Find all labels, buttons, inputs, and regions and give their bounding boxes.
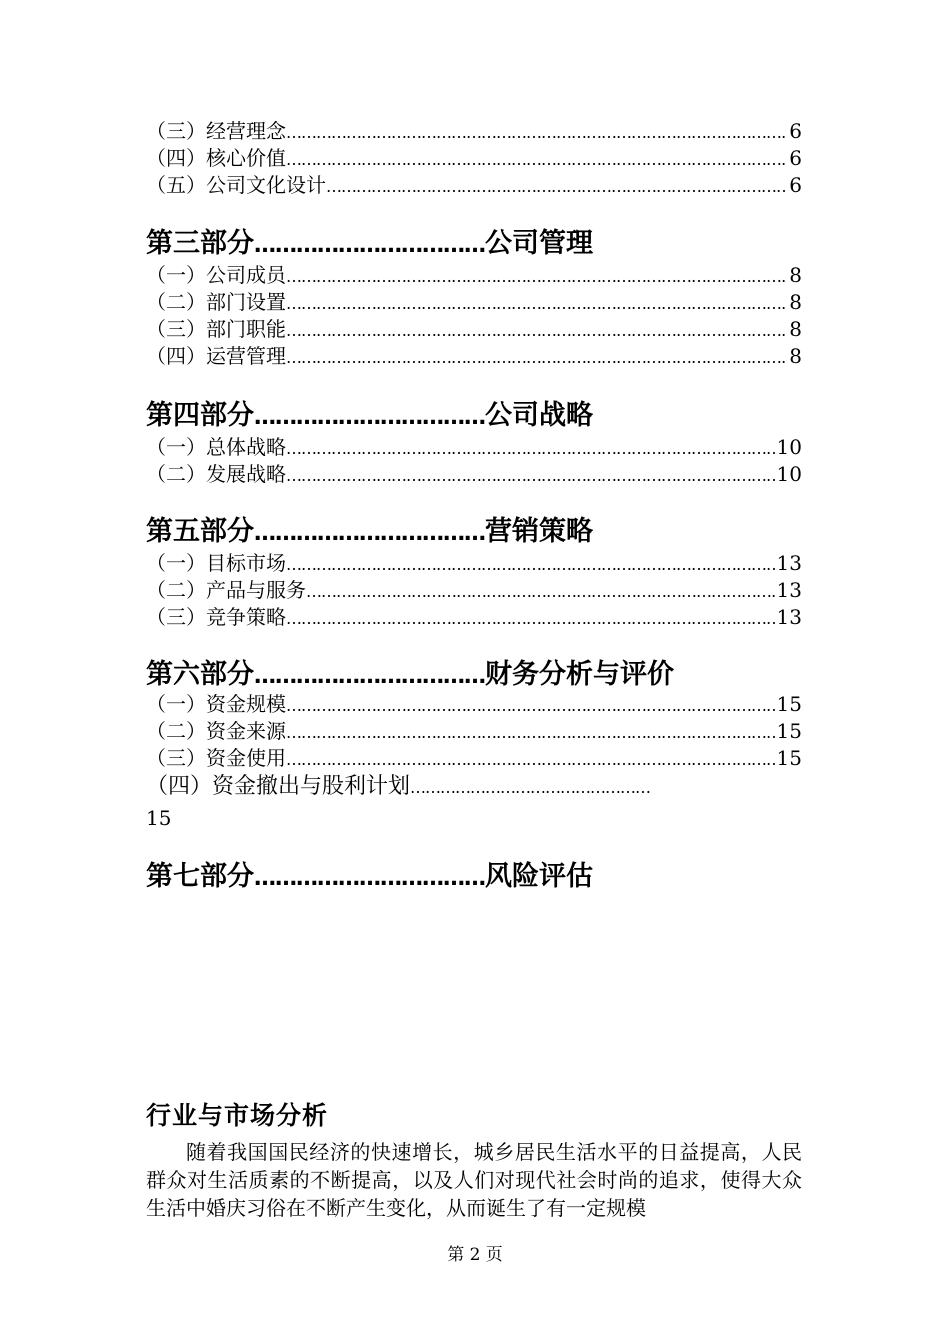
section-part: 第四部分 <box>146 400 254 431</box>
toc-leader-dots <box>286 551 776 579</box>
section-part: 第七部分 <box>146 861 254 892</box>
toc-entry-title: （二）资金来源 <box>146 719 286 743</box>
toc-leader-dots <box>286 263 788 291</box>
section-dots: …………………………… <box>254 521 485 546</box>
toc-entry[interactable] <box>146 603 802 631</box>
toc-entry-page: 8 <box>789 263 802 287</box>
toc-entry-title: （一）资金规模 <box>146 692 286 716</box>
toc-entry-page: 15 <box>776 692 802 716</box>
toc-entry-title: （一）目标市场 <box>146 551 286 575</box>
toc-entry-page: 10 <box>776 462 802 486</box>
toc-entry[interactable] <box>146 690 802 718</box>
toc-entry-title: （三）资金使用 <box>146 746 286 770</box>
toc-section-heading[interactable] <box>146 514 593 550</box>
toc-entry[interactable] <box>146 261 802 289</box>
section-dots: …………………………… <box>254 664 485 689</box>
toc-entry-title: （三）竞争策略 <box>146 605 286 629</box>
toc-entry-title: （三）经营理念 <box>146 119 286 143</box>
toc-leader-dots <box>286 462 776 490</box>
toc-leader-dots <box>286 146 788 174</box>
toc-entry-page: 6 <box>789 146 802 170</box>
toc-entry-page: 15 <box>776 746 802 770</box>
toc-entry-title: （一）总体战略 <box>146 435 286 459</box>
toc-leader-dots <box>286 692 776 720</box>
toc-entry-page: 10 <box>776 435 802 459</box>
section-dots: …………………………… <box>254 866 485 891</box>
page-number: 第 2 页 <box>447 1245 503 1265</box>
section-name: 财务分析与评价 <box>485 659 674 690</box>
toc-entry[interactable] <box>146 717 802 745</box>
toc-entry-title: （三）部门职能 <box>146 317 286 341</box>
toc-entry-page: 13 <box>776 578 802 602</box>
toc-entry-title: （二）产品与服务 <box>146 578 306 602</box>
toc-entry-page: 8 <box>789 317 802 341</box>
section-dots: …………………………… <box>254 405 485 430</box>
toc-entry[interactable] <box>146 744 802 772</box>
toc-entry-title-line <box>146 772 806 803</box>
toc-section-heading[interactable] <box>146 859 593 895</box>
section-name: 公司战略 <box>485 400 593 431</box>
toc-leader-dots <box>286 344 788 372</box>
toc-section-heading[interactable] <box>146 398 593 434</box>
toc-entry[interactable] <box>146 288 802 316</box>
toc-leader-dots <box>326 173 788 201</box>
toc-entry[interactable] <box>146 171 802 199</box>
toc-entry-title: （二）部门设置 <box>146 290 286 314</box>
section-part: 第三部分 <box>146 228 254 259</box>
toc-section-heading[interactable] <box>146 226 593 262</box>
section-part: 第五部分 <box>146 516 254 547</box>
toc-entry-page: 8 <box>789 344 802 368</box>
section-dots: …………………………… <box>254 233 485 258</box>
toc-entry-title: （五）公司文化设计 <box>146 173 326 197</box>
toc-entry[interactable] <box>146 144 802 172</box>
toc-entry-wrapped[interactable] <box>146 772 806 833</box>
toc-leader-dots <box>286 290 788 318</box>
section-heading: 行业与市场分析 <box>146 1101 329 1130</box>
toc-leader-dots <box>286 746 776 774</box>
toc-entry-page: 6 <box>789 173 802 197</box>
toc-leader-dots <box>286 605 776 633</box>
toc-entry-title: （四）资金撤出与股利计划 <box>146 774 411 799</box>
toc-leader-dots: ………………………………………… <box>410 778 651 797</box>
toc-entry-page: 13 <box>776 605 802 629</box>
section-name: 公司管理 <box>485 228 593 259</box>
toc-leader-dots <box>286 435 776 463</box>
toc-entry[interactable] <box>146 315 802 343</box>
toc-leader-dots <box>286 317 788 345</box>
toc-entry-page: 15 <box>146 806 172 830</box>
toc-entry[interactable] <box>146 576 802 604</box>
body-paragraph: 随着我国国民经济的快速增长，城乡居民生活水平的日益提高，人民群众对生活质素的不断提高，以及人们对现代社会时尚的追求，使得大众生活中婚庆习俗在不断产生变化，从而诞生了有一定规模 <box>146 1140 802 1220</box>
toc-entry-page: 15 <box>776 719 802 743</box>
toc-leader-dots <box>306 578 776 606</box>
toc-entry-page: 6 <box>789 119 802 143</box>
toc-leader-dots <box>286 719 776 747</box>
toc-entry-title: （一）公司成员 <box>146 263 286 287</box>
section-name: 风险评估 <box>485 861 593 892</box>
toc-entry[interactable] <box>146 433 802 461</box>
toc-section-heading[interactable] <box>146 657 674 693</box>
toc-entry[interactable] <box>146 460 802 488</box>
toc-entry[interactable] <box>146 342 802 370</box>
toc-entry[interactable] <box>146 117 802 145</box>
toc-entry[interactable] <box>146 549 802 577</box>
toc-entry-page: 8 <box>789 290 802 314</box>
toc-leader-dots <box>286 119 788 147</box>
toc-entry-title: （四）核心价值 <box>146 146 286 170</box>
toc-entry-page: 13 <box>776 551 802 575</box>
section-name: 营销策略 <box>485 516 593 547</box>
toc-entry-title: （二）发展战略 <box>146 462 286 486</box>
toc-entry-title: （四）运营管理 <box>146 344 286 368</box>
section-part: 第六部分 <box>146 659 254 690</box>
